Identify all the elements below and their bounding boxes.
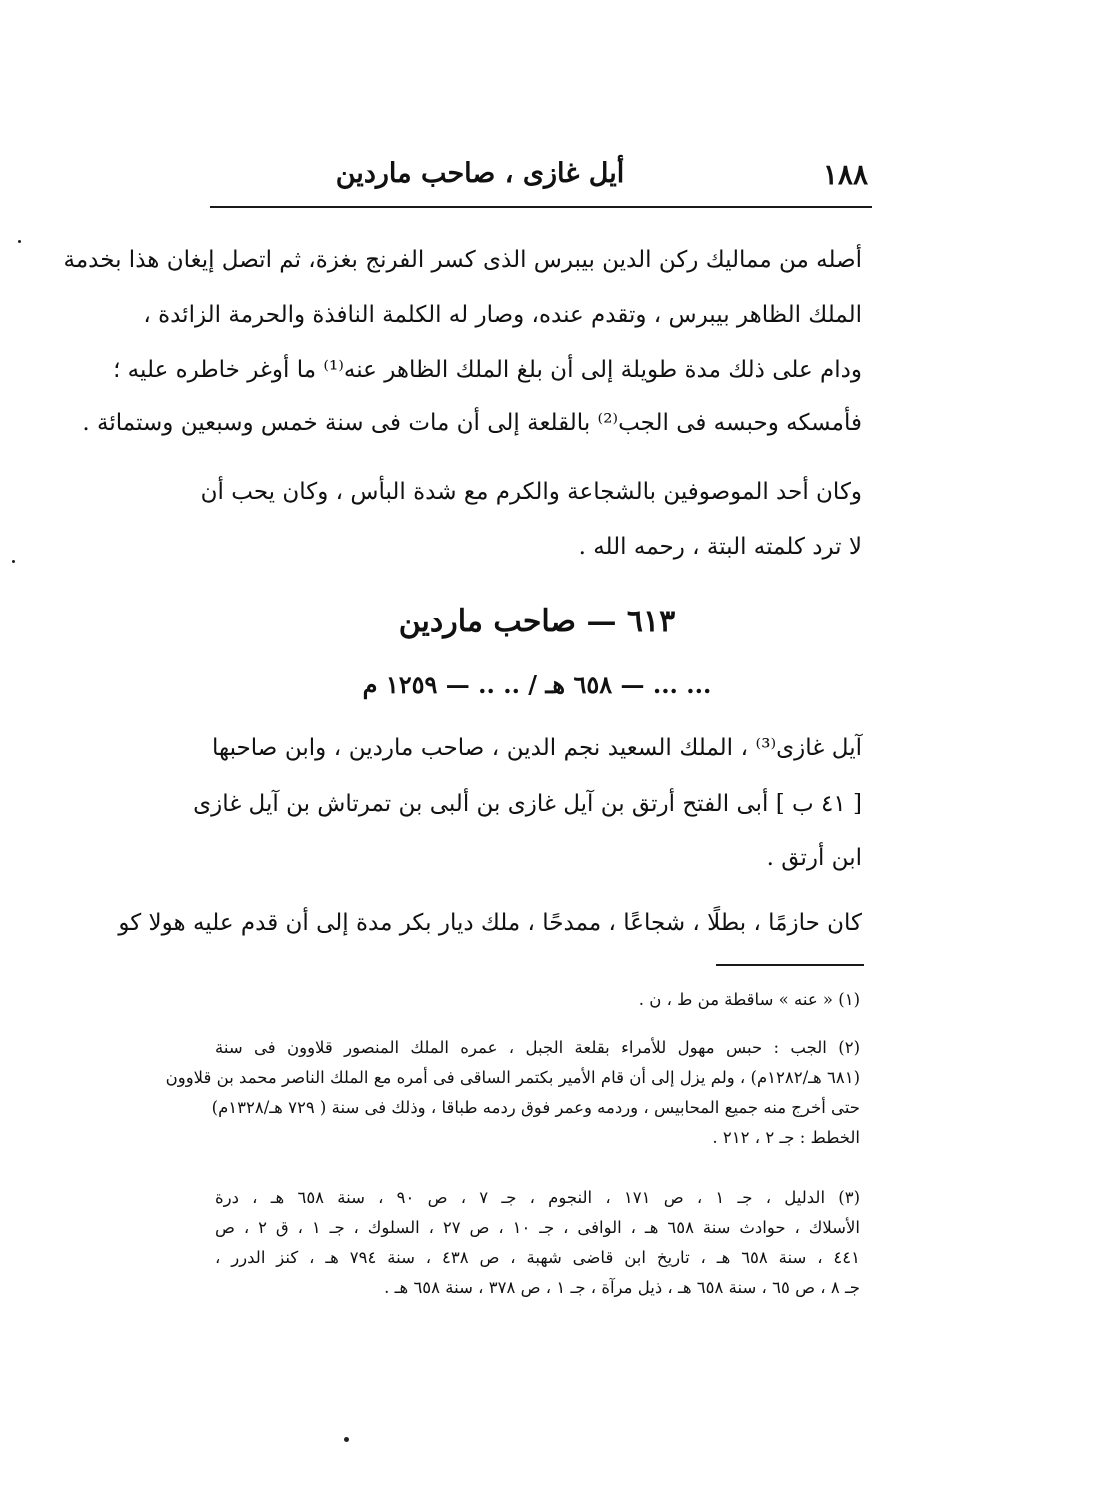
body-line: آيل غازى⁽³⁾ ، الملك السعيد نجم الدين ، صاحب ماردين ، وابن صاحبها — [212, 735, 862, 761]
footnote-rule — [716, 964, 864, 966]
footnote-line: (٣) الدليل ، جـ ١ ، ص ١٧١ ، النجوم ، جـ ٧ ، ص ٩٠ ، سنة ٦٥٨ هـ ، درة — [215, 1188, 860, 1207]
footnote-line: (٦٨١ هـ/١٢٨٢م) ، ولم يزل إلى أن قام الأمير بكتمر الساقى فى أمره مع الملك الناصر محمد بن قلاوون — [165, 1068, 860, 1087]
running-title: أيل غازى ، صاحب ماردين — [335, 158, 625, 189]
body-line: الملك الظاهر بيبرس ، وتقدم عنده، وصار له الكلمة النافذة والحرمة الزائدة ، — [143, 302, 862, 328]
footnote-line: جـ ٨ ، ص ٦٥ ، سنة ٦٥٨ هـ ، ذيل مرآة ، جـ ١ ، ص ٣٧٨ ، سنة ٦٥٨ هـ . — [384, 1278, 860, 1297]
footnote-line: الخطط : جـ ٢ ، ٢١٢ . — [712, 1128, 860, 1147]
body-line: ودام على ذلك مدة طويلة إلى أن بلغ الملك الظاهر عنه⁽¹⁾ ما أوغر خاطره عليه ؛ — [113, 357, 862, 383]
footnote-line: (٢) الجب : حبس مهول للأمراء بقلعة الجبل ، عمره الملك المنصور قلاوون فى سنة — [215, 1038, 860, 1057]
scan-speck — [18, 240, 21, 243]
footnote-line: (١) « عنه » ساقطة من ط ، ن . — [638, 990, 860, 1009]
footnote-line: الأسلاك ، حوادث سنة ٦٥٨ هـ ، الوافى ، جـ ١٠ ، ص ٢٧ ، السلوك ، جـ ١ ، ق ٢ ، ص — [215, 1218, 860, 1237]
body-line: وكان أحد الموصوفين بالشجاعة والكرم مع شدة البأس ، وكان يحب أن — [200, 479, 862, 505]
body-line: فأمسكه وحبسه فى الجب⁽²⁾ بالقلعة إلى أن مات فى سنة خمس وسبعين وستمائة . — [82, 410, 862, 436]
body-line: [ ٤١ ب ] أبى الفتح أرتق بن آيل غازى بن ألبى بن تمرتاش بن آيل غازى — [193, 791, 862, 817]
page-number: ١٨٨ — [822, 158, 868, 191]
scan-speck — [344, 1437, 349, 1442]
body-line: ابن أرتق . — [766, 845, 862, 871]
body-line: لا ترد كلمته البتة ، رحمه الله . — [578, 534, 862, 560]
body-line: أصله من مماليك ركن الدين بيبرس الذى كسر الفرنج بغزة، ثم اتصل إيغان هذا بخدمة — [63, 247, 862, 273]
entry-dates: ... ... — ٦٥٨ هـ / .. .. — ١٢٥٩ م — [362, 670, 712, 699]
footnote-line: ٤٤١ ، سنة ٦٥٨ هـ ، تاريخ ابن قاضى شهبة ، ص ٤٣٨ ، سنة ٧٩٤ هـ ، كنز الدرر ، — [215, 1248, 861, 1267]
body-line: كان حازمًا ، بطلًا ، شجاعًا ، ممدحًا ، ملك ديار بكر مدة إلى أن قدم عليه هولا كو — [118, 910, 862, 936]
running-header — [210, 150, 872, 208]
entry-heading: ٦١٣ — صاحب ماردين — [398, 604, 676, 639]
footnote-line: حتى أخرج منه جميع المحابيس ، وردمه وعمر فوق ردمه طباقا ، وذلك فى سنة ( ٧٢٩ هـ/١٣٢٨م) — [211, 1098, 860, 1117]
scan-speck — [12, 560, 15, 563]
